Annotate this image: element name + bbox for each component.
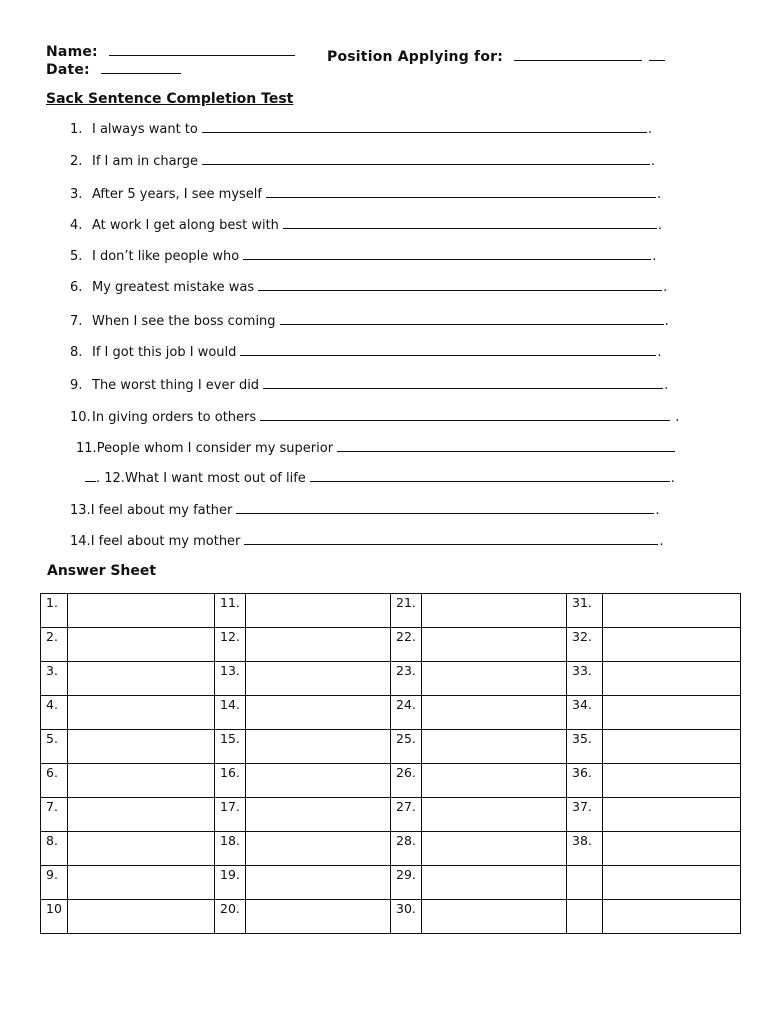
- question-text: When I see the boss coming: [92, 314, 276, 329]
- answer-cell[interactable]: [603, 696, 741, 730]
- answer-blank[interactable]: [263, 376, 663, 389]
- answer-number-cell: 1.: [41, 594, 68, 628]
- question-number: 13.: [70, 503, 91, 518]
- answer-cell[interactable]: [68, 832, 215, 866]
- answer-number-cell: 35.: [567, 730, 603, 764]
- answer-cell[interactable]: [246, 628, 391, 662]
- answer-cell[interactable]: [603, 900, 741, 934]
- question-text: People whom I consider my superior: [96, 441, 334, 456]
- answer-number-cell: 28.: [391, 832, 422, 866]
- answer-blank[interactable]: [240, 343, 656, 356]
- answer-number-cell: 5.: [41, 730, 68, 764]
- question-text: I feel about my father: [90, 503, 233, 518]
- answer-number-cell: 38.: [567, 832, 603, 866]
- question-1: 1. I always want to .: [70, 122, 653, 137]
- table-row: [41, 594, 741, 628]
- answer-number-cell: 13.: [215, 662, 246, 696]
- answer-blank[interactable]: [243, 247, 651, 260]
- answer-cell[interactable]: [603, 730, 741, 764]
- name-label: Name:: [46, 44, 98, 60]
- answer-sheet-title: Answer Sheet: [47, 563, 157, 579]
- question-number: 6.: [70, 280, 83, 295]
- answer-cell[interactable]: [603, 662, 741, 696]
- question-text: What I want most out of life: [124, 471, 306, 486]
- answer-number-cell: 34.: [567, 696, 603, 730]
- question-text: The worst thing I ever did: [92, 378, 260, 393]
- table-row: [41, 696, 741, 730]
- question-number: 5.: [70, 249, 83, 264]
- position-blank[interactable]: [514, 47, 642, 61]
- question-text: I feel about my mother: [90, 534, 241, 549]
- answer-number-cell: 15.: [215, 730, 246, 764]
- answer-cell[interactable]: [246, 696, 391, 730]
- table-row: [41, 832, 741, 866]
- answer-number-cell: 24.: [391, 696, 422, 730]
- answer-number-cell: 7.: [41, 798, 68, 832]
- answer-number-cell: 12.: [215, 628, 246, 662]
- question-10: 10.In giving orders to others .: [70, 410, 680, 425]
- question-number: 3.: [70, 187, 83, 202]
- answer-number-cell: 21.: [391, 594, 422, 628]
- question-5: 5. I don’t like people who .: [70, 249, 657, 264]
- answer-cell[interactable]: [68, 866, 215, 900]
- question-number: 4.: [70, 218, 83, 233]
- answer-cell[interactable]: [246, 866, 391, 900]
- answer-number-cell: [567, 866, 603, 900]
- answer-number-cell: 25.: [391, 730, 422, 764]
- table-row: [41, 662, 741, 696]
- answer-number-cell: 32.: [567, 628, 603, 662]
- answer-number-cell: 2.: [41, 628, 68, 662]
- date-label: Date:: [46, 62, 90, 78]
- question-number: 8.: [70, 345, 83, 360]
- question-number: 12.: [104, 471, 125, 486]
- answer-cell[interactable]: [422, 730, 567, 764]
- question-number: 7.: [70, 314, 83, 329]
- answer-number-cell: 23.: [391, 662, 422, 696]
- answer-cell[interactable]: [422, 662, 567, 696]
- question-13: 13.I feel about my father .: [70, 503, 660, 518]
- question-text: I always want to: [92, 122, 198, 137]
- answer-cell[interactable]: [422, 764, 567, 798]
- question-number: 14.: [70, 534, 91, 549]
- question-number: 9.: [70, 378, 83, 393]
- position-blank-extra[interactable]: [649, 47, 665, 61]
- answer-cell[interactable]: [246, 798, 391, 832]
- answer-number-cell: 19.: [215, 866, 246, 900]
- question-number: 1.: [70, 122, 83, 137]
- answer-number-cell: 14.: [215, 696, 246, 730]
- answer-number-cell: 6.: [41, 764, 68, 798]
- name-blank[interactable]: [109, 42, 295, 56]
- answer-number-cell: 37.: [567, 798, 603, 832]
- answer-blank-continued[interactable]: [85, 469, 96, 482]
- answer-number-cell: 33.: [567, 662, 603, 696]
- question-9: 9. The worst thing I ever did .: [70, 378, 669, 393]
- question-2: 2. If I am in charge .: [70, 154, 656, 169]
- question-text: After 5 years, I see myself: [92, 187, 262, 202]
- answer-blank[interactable]: [236, 501, 654, 514]
- answer-number-cell: 22.: [391, 628, 422, 662]
- answer-blank[interactable]: [260, 408, 670, 421]
- answer-blank[interactable]: [280, 312, 664, 325]
- date-field: [46, 60, 181, 78]
- answer-number-cell: 26.: [391, 764, 422, 798]
- table-row: [41, 730, 741, 764]
- position-label: Position Applying for:: [327, 49, 504, 65]
- answer-number-cell: 8.: [41, 832, 68, 866]
- answer-cell[interactable]: [422, 696, 567, 730]
- answer-cell[interactable]: [422, 798, 567, 832]
- question-8: 8. If I got this job I would .: [70, 345, 662, 360]
- answer-cell[interactable]: [246, 900, 391, 934]
- table-row: [41, 764, 741, 798]
- answer-cell[interactable]: [246, 594, 391, 628]
- answer-sheet-table: [40, 593, 741, 934]
- question-number: 2.: [70, 154, 83, 169]
- answer-cell[interactable]: [603, 866, 741, 900]
- question-11: [76, 439, 675, 456]
- table-row: [41, 866, 741, 900]
- question-6: 6. My greatest mistake was .: [70, 280, 668, 295]
- question-3: 3. After 5 years, I see myself .: [70, 187, 662, 202]
- answer-cell[interactable]: [68, 628, 215, 662]
- answer-cell[interactable]: [246, 832, 391, 866]
- answer-cell[interactable]: [422, 832, 567, 866]
- answer-number-cell: 17.: [215, 798, 246, 832]
- question-text: In giving orders to others: [92, 410, 257, 425]
- answer-cell[interactable]: [68, 900, 215, 934]
- answer-cell[interactable]: [68, 798, 215, 832]
- question-4: 4. At work I get along best with .: [70, 218, 663, 233]
- answer-number-cell: 9.: [41, 866, 68, 900]
- date-blank[interactable]: [101, 60, 181, 74]
- table-row: [41, 900, 741, 934]
- answer-cell[interactable]: [246, 730, 391, 764]
- answer-number-cell: 10: [41, 900, 68, 934]
- answer-number-cell: 11.: [215, 594, 246, 628]
- answer-cell[interactable]: [422, 866, 567, 900]
- answer-cell[interactable]: [246, 662, 391, 696]
- table-row: [41, 798, 741, 832]
- answer-cell[interactable]: [422, 594, 567, 628]
- answer-cell[interactable]: [422, 628, 567, 662]
- question-text: If I got this job I would: [92, 345, 237, 360]
- answer-blank[interactable]: [310, 469, 670, 482]
- question-text: At work I get along best with: [92, 218, 279, 233]
- answer-cell[interactable]: [603, 832, 741, 866]
- answer-number-cell: 18.: [215, 832, 246, 866]
- answer-blank[interactable]: [244, 532, 658, 545]
- answer-blank[interactable]: [202, 152, 650, 165]
- answer-cell[interactable]: [68, 730, 215, 764]
- answer-blank[interactable]: [266, 185, 656, 198]
- answer-number-cell: 4.: [41, 696, 68, 730]
- question-14: 14.I feel about my mother .: [70, 534, 664, 549]
- answer-number-cell: [567, 900, 603, 934]
- answer-number-cell: 36.: [567, 764, 603, 798]
- position-field: [327, 47, 665, 65]
- answer-blank[interactable]: [283, 216, 657, 229]
- answer-blank[interactable]: [258, 278, 662, 291]
- question-number: 11.: [76, 441, 97, 456]
- question-7: 7. When I see the boss coming .: [70, 314, 669, 329]
- answer-cell[interactable]: [603, 628, 741, 662]
- question-text: My greatest mistake was: [92, 280, 255, 295]
- table-row: [41, 628, 741, 662]
- question-number: 10.: [70, 410, 91, 425]
- answer-blank[interactable]: [202, 120, 647, 133]
- answer-number-cell: 16.: [215, 764, 246, 798]
- answer-number-cell: 30.: [391, 900, 422, 934]
- answer-cell[interactable]: [68, 764, 215, 798]
- answer-blank[interactable]: [337, 439, 675, 452]
- answer-cell[interactable]: [422, 900, 567, 934]
- answer-cell[interactable]: [603, 594, 741, 628]
- answer-number-cell: 27.: [391, 798, 422, 832]
- answer-number-cell: 3.: [41, 662, 68, 696]
- answer-cell[interactable]: [68, 662, 215, 696]
- answer-cell[interactable]: [246, 764, 391, 798]
- answer-number-cell: 31.: [567, 594, 603, 628]
- question-text: If I am in charge: [92, 154, 198, 169]
- page-title: Sack Sentence Completion Test: [46, 91, 294, 107]
- answer-cell[interactable]: [68, 594, 215, 628]
- answer-cell[interactable]: [603, 798, 741, 832]
- answer-cell[interactable]: [603, 764, 741, 798]
- answer-cell[interactable]: [68, 696, 215, 730]
- question-text: I don’t like people who: [92, 249, 240, 264]
- answer-number-cell: 29.: [391, 866, 422, 900]
- name-field: [46, 42, 295, 60]
- answer-number-cell: 20.: [215, 900, 246, 934]
- question-12: . 12.What I want most out of life .: [85, 469, 675, 486]
